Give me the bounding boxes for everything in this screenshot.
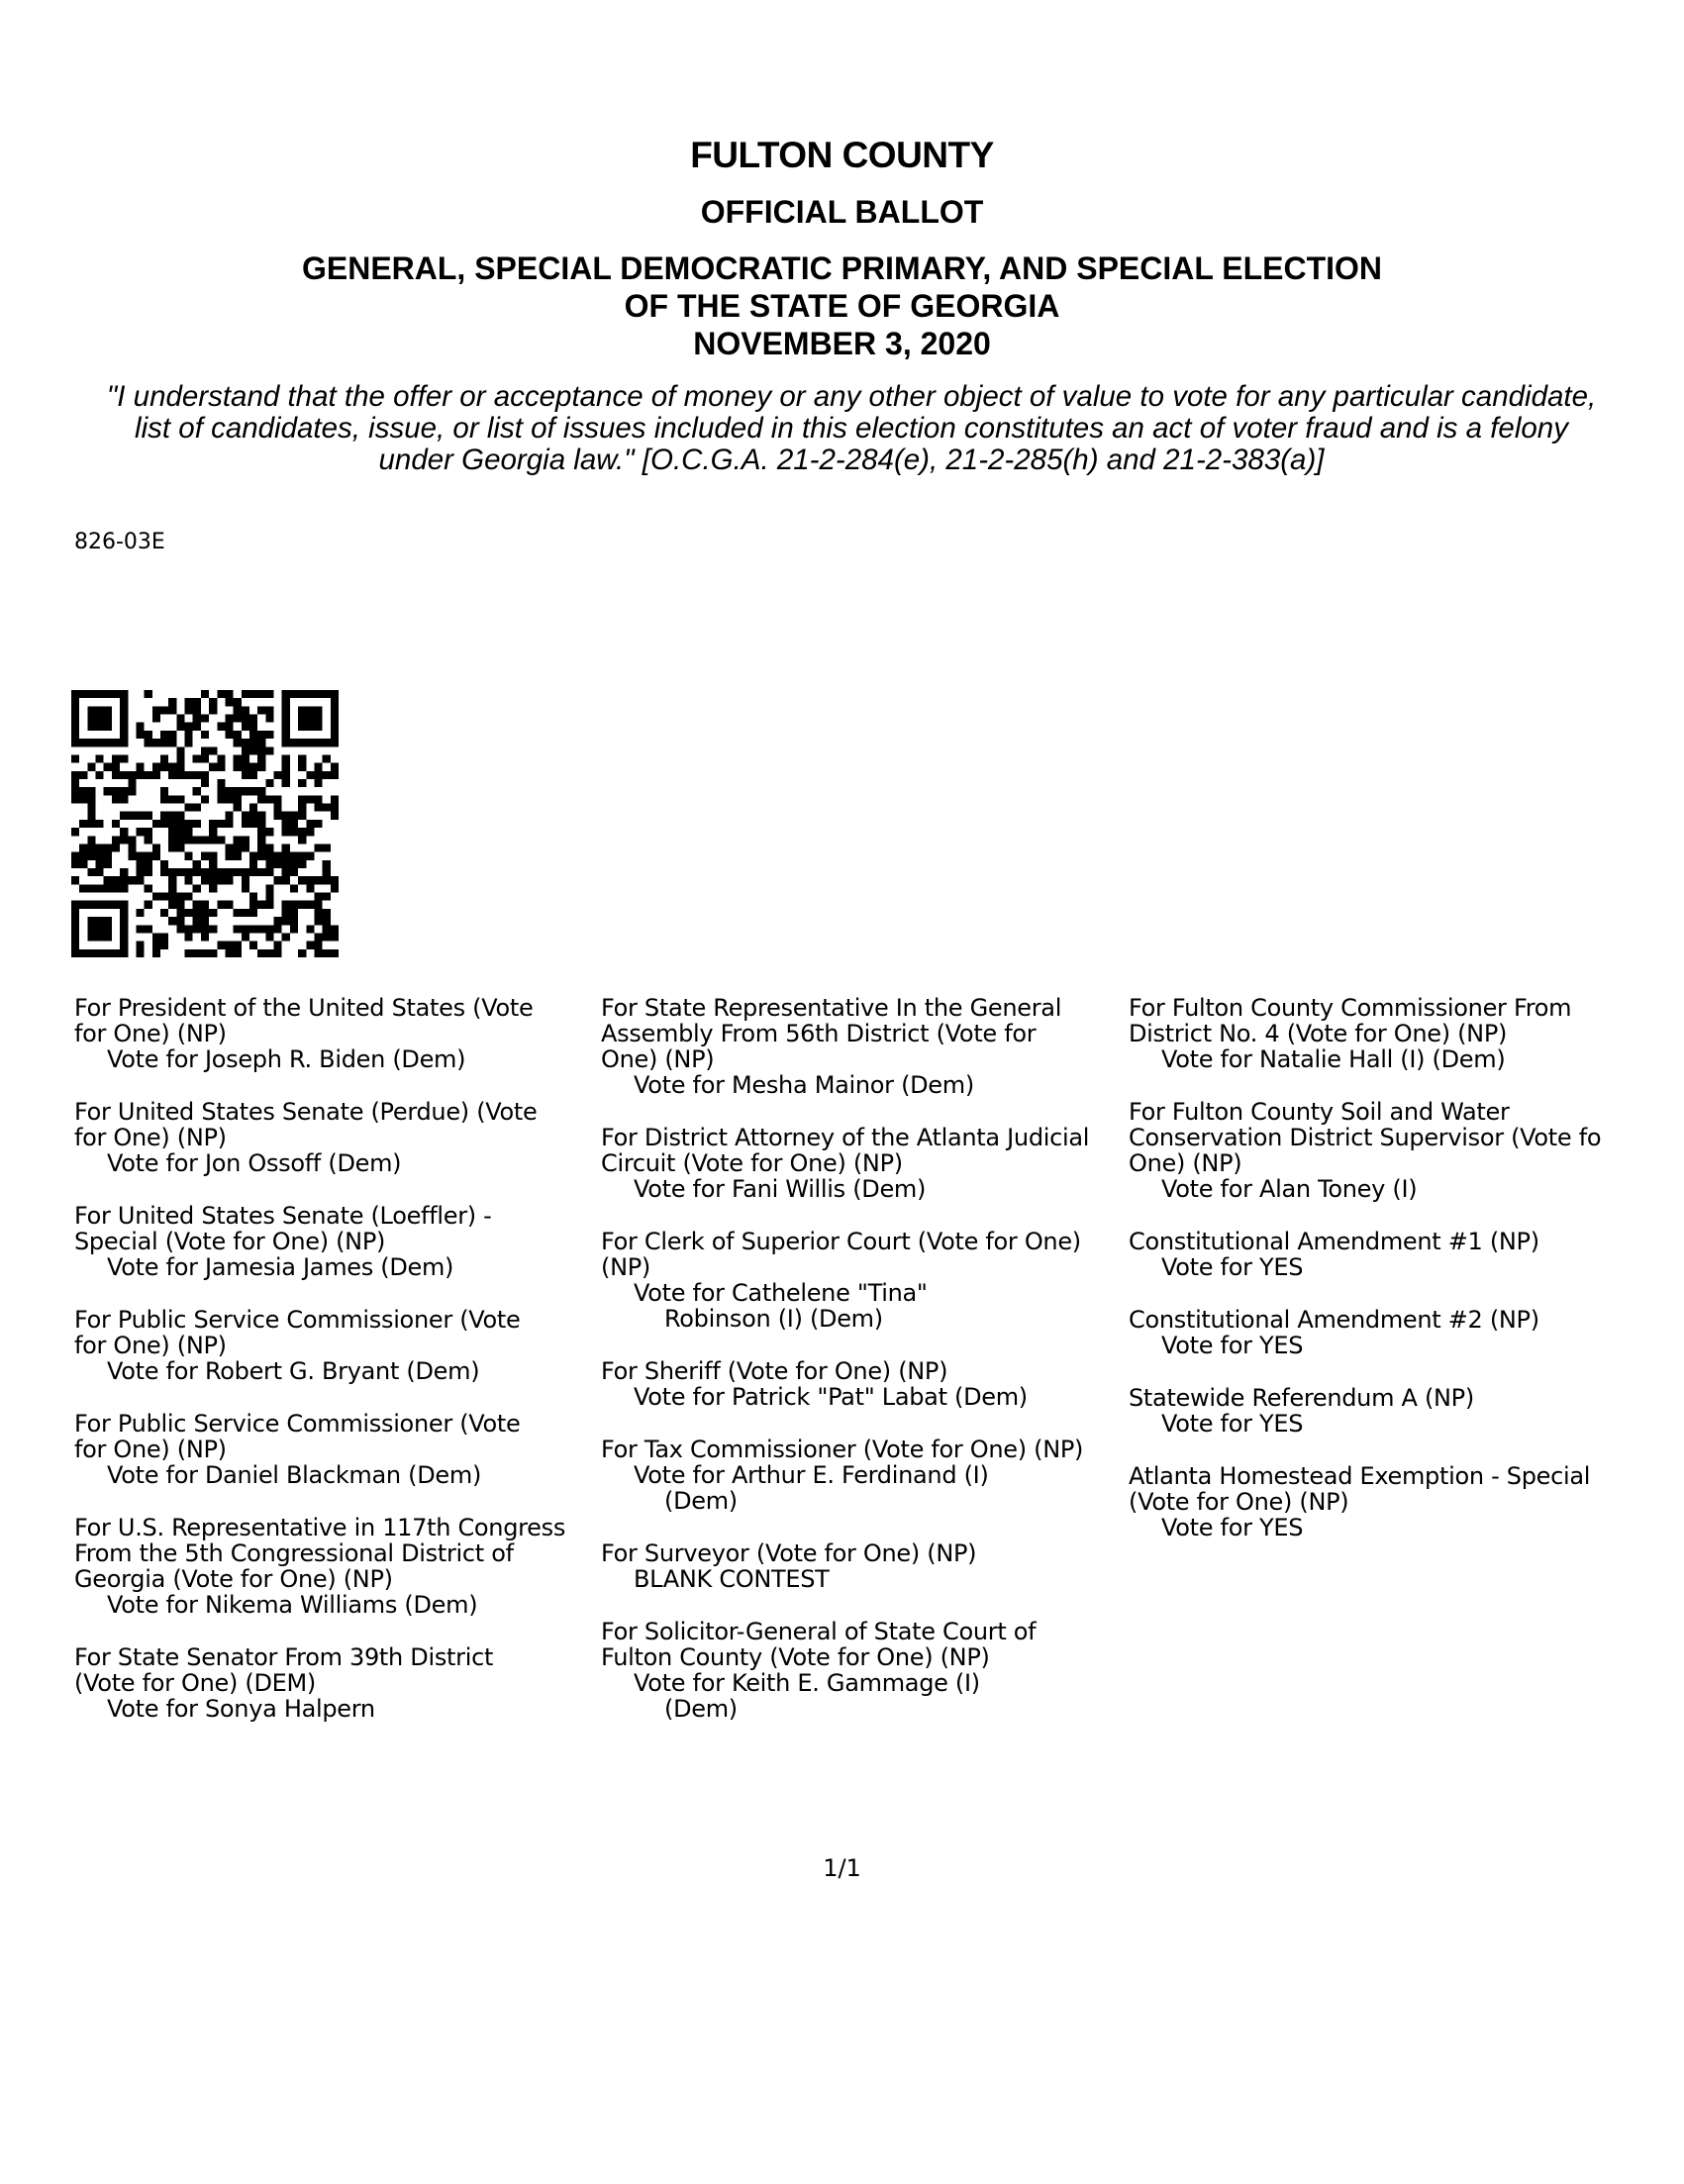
contest-title-line: One) (NP) xyxy=(1129,1149,1242,1177)
oath-line-2: list of candidates, issue, or list of issues included in this election constitutes an act of voter fraud and is a felony xyxy=(135,412,1568,445)
contest-title-line: For Tax Commissioner (Vote for One) (NP) xyxy=(601,1436,1084,1463)
vote-selection: Vote for YES xyxy=(1161,1410,1304,1438)
contest-block xyxy=(1129,1099,1683,1202)
contest-block xyxy=(601,995,1136,1098)
election-line-1: GENERAL, SPECIAL DEMOCRATIC PRIMARY, AND SPECIAL ELECTION xyxy=(301,250,1383,286)
oath-line-3: under Georgia law." [O.C.G.A. 21-2-284(e), 21-2-285(h) and 21-2-383(a)] xyxy=(378,444,1325,476)
contest-title-line: For State Senator From 39th District xyxy=(74,1643,494,1671)
vote-selection: Robinson (I) (Dem) xyxy=(664,1305,883,1333)
contest-title-line: For Fulton County Soil and Water xyxy=(1129,1098,1510,1126)
contest-title-line: For President of the United States (Vote xyxy=(74,994,534,1022)
contest-title-line: Circuit (Vote for One) (NP) xyxy=(601,1149,903,1177)
contest-block xyxy=(74,1203,609,1280)
contest-title-line: For U.S. Representative in 117th Congress xyxy=(74,1514,566,1541)
contest-block xyxy=(601,1437,1136,1514)
vote-selection: Vote for Natalie Hall (I) (Dem) xyxy=(1161,1045,1506,1073)
contest-title-line: Assembly From 56th District (Vote for xyxy=(601,1020,1037,1047)
vote-selection: Vote for Arthur E. Ferdinand (I) xyxy=(634,1461,989,1489)
contest-title-line: For Clerk of Superior Court (Vote for One) xyxy=(601,1228,1081,1255)
contest-block xyxy=(1129,1307,1683,1358)
contest-title-line: for One) (NP) xyxy=(74,1020,227,1047)
contest-block xyxy=(74,1515,609,1618)
contest-block xyxy=(1129,1463,1683,1540)
contest-title-line: Statewide Referendum A (NP) xyxy=(1129,1384,1474,1412)
qr-code-icon xyxy=(71,690,339,957)
page-number: 1/1 xyxy=(823,1854,861,1882)
contest-title-line: For Public Service Commissioner (Vote xyxy=(74,1306,521,1334)
contest-block xyxy=(601,1229,1136,1332)
contest-column-2 xyxy=(601,995,1136,1748)
vote-selection: Vote for Sonya Halpern xyxy=(107,1695,375,1723)
contest-title-line: For State Representative In the General xyxy=(601,994,1062,1022)
contest-title-line: For District Attorney of the Atlanta Judicial xyxy=(601,1124,1090,1151)
contest-block xyxy=(74,1411,609,1488)
vote-selection: Vote for Joseph R. Biden (Dem) xyxy=(107,1045,466,1073)
vote-selection: Vote for Robert G. Bryant (Dem) xyxy=(107,1357,480,1385)
contest-title-line: Special (Vote for One) (NP) xyxy=(74,1228,386,1255)
vote-selection: Vote for Alan Toney (I) xyxy=(1161,1175,1418,1203)
vote-selection: (Dem) xyxy=(664,1695,738,1723)
vote-selection: Vote for Daniel Blackman (Dem) xyxy=(107,1461,482,1489)
vote-selection: Vote for Jon Ossoff (Dem) xyxy=(107,1149,402,1177)
contest-title-line: for One) (NP) xyxy=(74,1332,227,1359)
contest-title-line: One) (NP) xyxy=(601,1045,715,1073)
contest-column-3 xyxy=(1129,995,1683,1567)
contest-block xyxy=(74,1307,609,1384)
contest-block xyxy=(1129,1229,1683,1280)
precinct-code: 826-03E xyxy=(74,530,165,554)
contest-block xyxy=(74,1099,609,1176)
contest-block xyxy=(1129,1385,1683,1437)
voter-fraud-oath xyxy=(79,381,1624,476)
vote-selection: Vote for YES xyxy=(1161,1514,1304,1541)
vote-selection: Vote for Nikema Williams (Dem) xyxy=(107,1591,478,1619)
contest-block xyxy=(74,995,609,1072)
vote-selection: Vote for YES xyxy=(1161,1253,1304,1281)
contest-column-1 xyxy=(74,995,609,1748)
contest-title-line: Fulton County (Vote for One) (NP) xyxy=(601,1643,990,1671)
contest-title-line: Conservation District Supervisor (Vote fo xyxy=(1129,1124,1602,1151)
contest-block xyxy=(601,1619,1136,1722)
contest-title-line: Atlanta Homestead Exemption - Special xyxy=(1129,1462,1591,1490)
contest-title-line: (Vote for One) (NP) xyxy=(1129,1488,1349,1516)
vote-selection: Vote for Mesha Mainor (Dem) xyxy=(634,1071,974,1099)
election-date: NOVEMBER 3, 2020 xyxy=(693,326,991,361)
vote-selection: Vote for YES xyxy=(1161,1332,1304,1359)
vote-selection: BLANK CONTEST xyxy=(634,1565,830,1593)
vote-selection: Vote for Fani Willis (Dem) xyxy=(634,1175,927,1203)
contest-title-line: From the 5th Congressional District of xyxy=(74,1539,514,1567)
contest-title-line: Constitutional Amendment #1 (NP) xyxy=(1129,1228,1539,1255)
contest-title-line: For United States Senate (Perdue) (Vote xyxy=(74,1098,538,1126)
contest-block xyxy=(601,1125,1136,1202)
contest-title-line: for One) (NP) xyxy=(74,1124,227,1151)
contest-title-line: for One) (NP) xyxy=(74,1436,227,1463)
oath-line-1: "I understand that the offer or acceptance of money or any other object of value to vote for any particular candidate, xyxy=(106,380,1597,413)
contest-title-line: (NP) xyxy=(601,1253,650,1281)
county-title: FULTON COUNTY xyxy=(690,135,994,175)
election-title xyxy=(0,249,1684,362)
contest-title-line: For Solicitor-General of State Court of xyxy=(601,1618,1037,1645)
contest-block xyxy=(74,1644,609,1722)
contest-title-line: For Public Service Commissioner (Vote xyxy=(74,1410,521,1438)
vote-selection: Vote for Patrick "Pat" Labat (Dem) xyxy=(634,1383,1028,1411)
contest-title-line: Constitutional Amendment #2 (NP) xyxy=(1129,1306,1539,1334)
contest-block xyxy=(1129,995,1683,1072)
vote-selection: Vote for Jamesia James (Dem) xyxy=(107,1253,454,1281)
vote-selection: Vote for Cathelene "Tina" xyxy=(634,1279,928,1307)
contest-title-line: For Surveyor (Vote for One) (NP) xyxy=(601,1539,977,1567)
vote-selection: Vote for Keith E. Gammage (I) xyxy=(634,1669,980,1697)
contest-title-line: (Vote for One) (DEM) xyxy=(74,1669,316,1697)
ballot-type: OFFICIAL BALLOT xyxy=(700,194,984,230)
vote-selection: (Dem) xyxy=(664,1487,738,1515)
contest-block xyxy=(601,1358,1136,1410)
contest-title-line: For Sheriff (Vote for One) (NP) xyxy=(601,1357,948,1385)
contest-title-line: Georgia (Vote for One) (NP) xyxy=(74,1565,393,1593)
contest-title-line: District No. 4 (Vote for One) (NP) xyxy=(1129,1020,1508,1047)
contest-block xyxy=(601,1540,1136,1592)
contest-title-line: For United States Senate (Loeffler) - xyxy=(74,1202,492,1230)
contest-title-line: For Fulton County Commissioner From xyxy=(1129,994,1572,1022)
election-line-2: OF THE STATE OF GEORGIA xyxy=(624,288,1060,324)
